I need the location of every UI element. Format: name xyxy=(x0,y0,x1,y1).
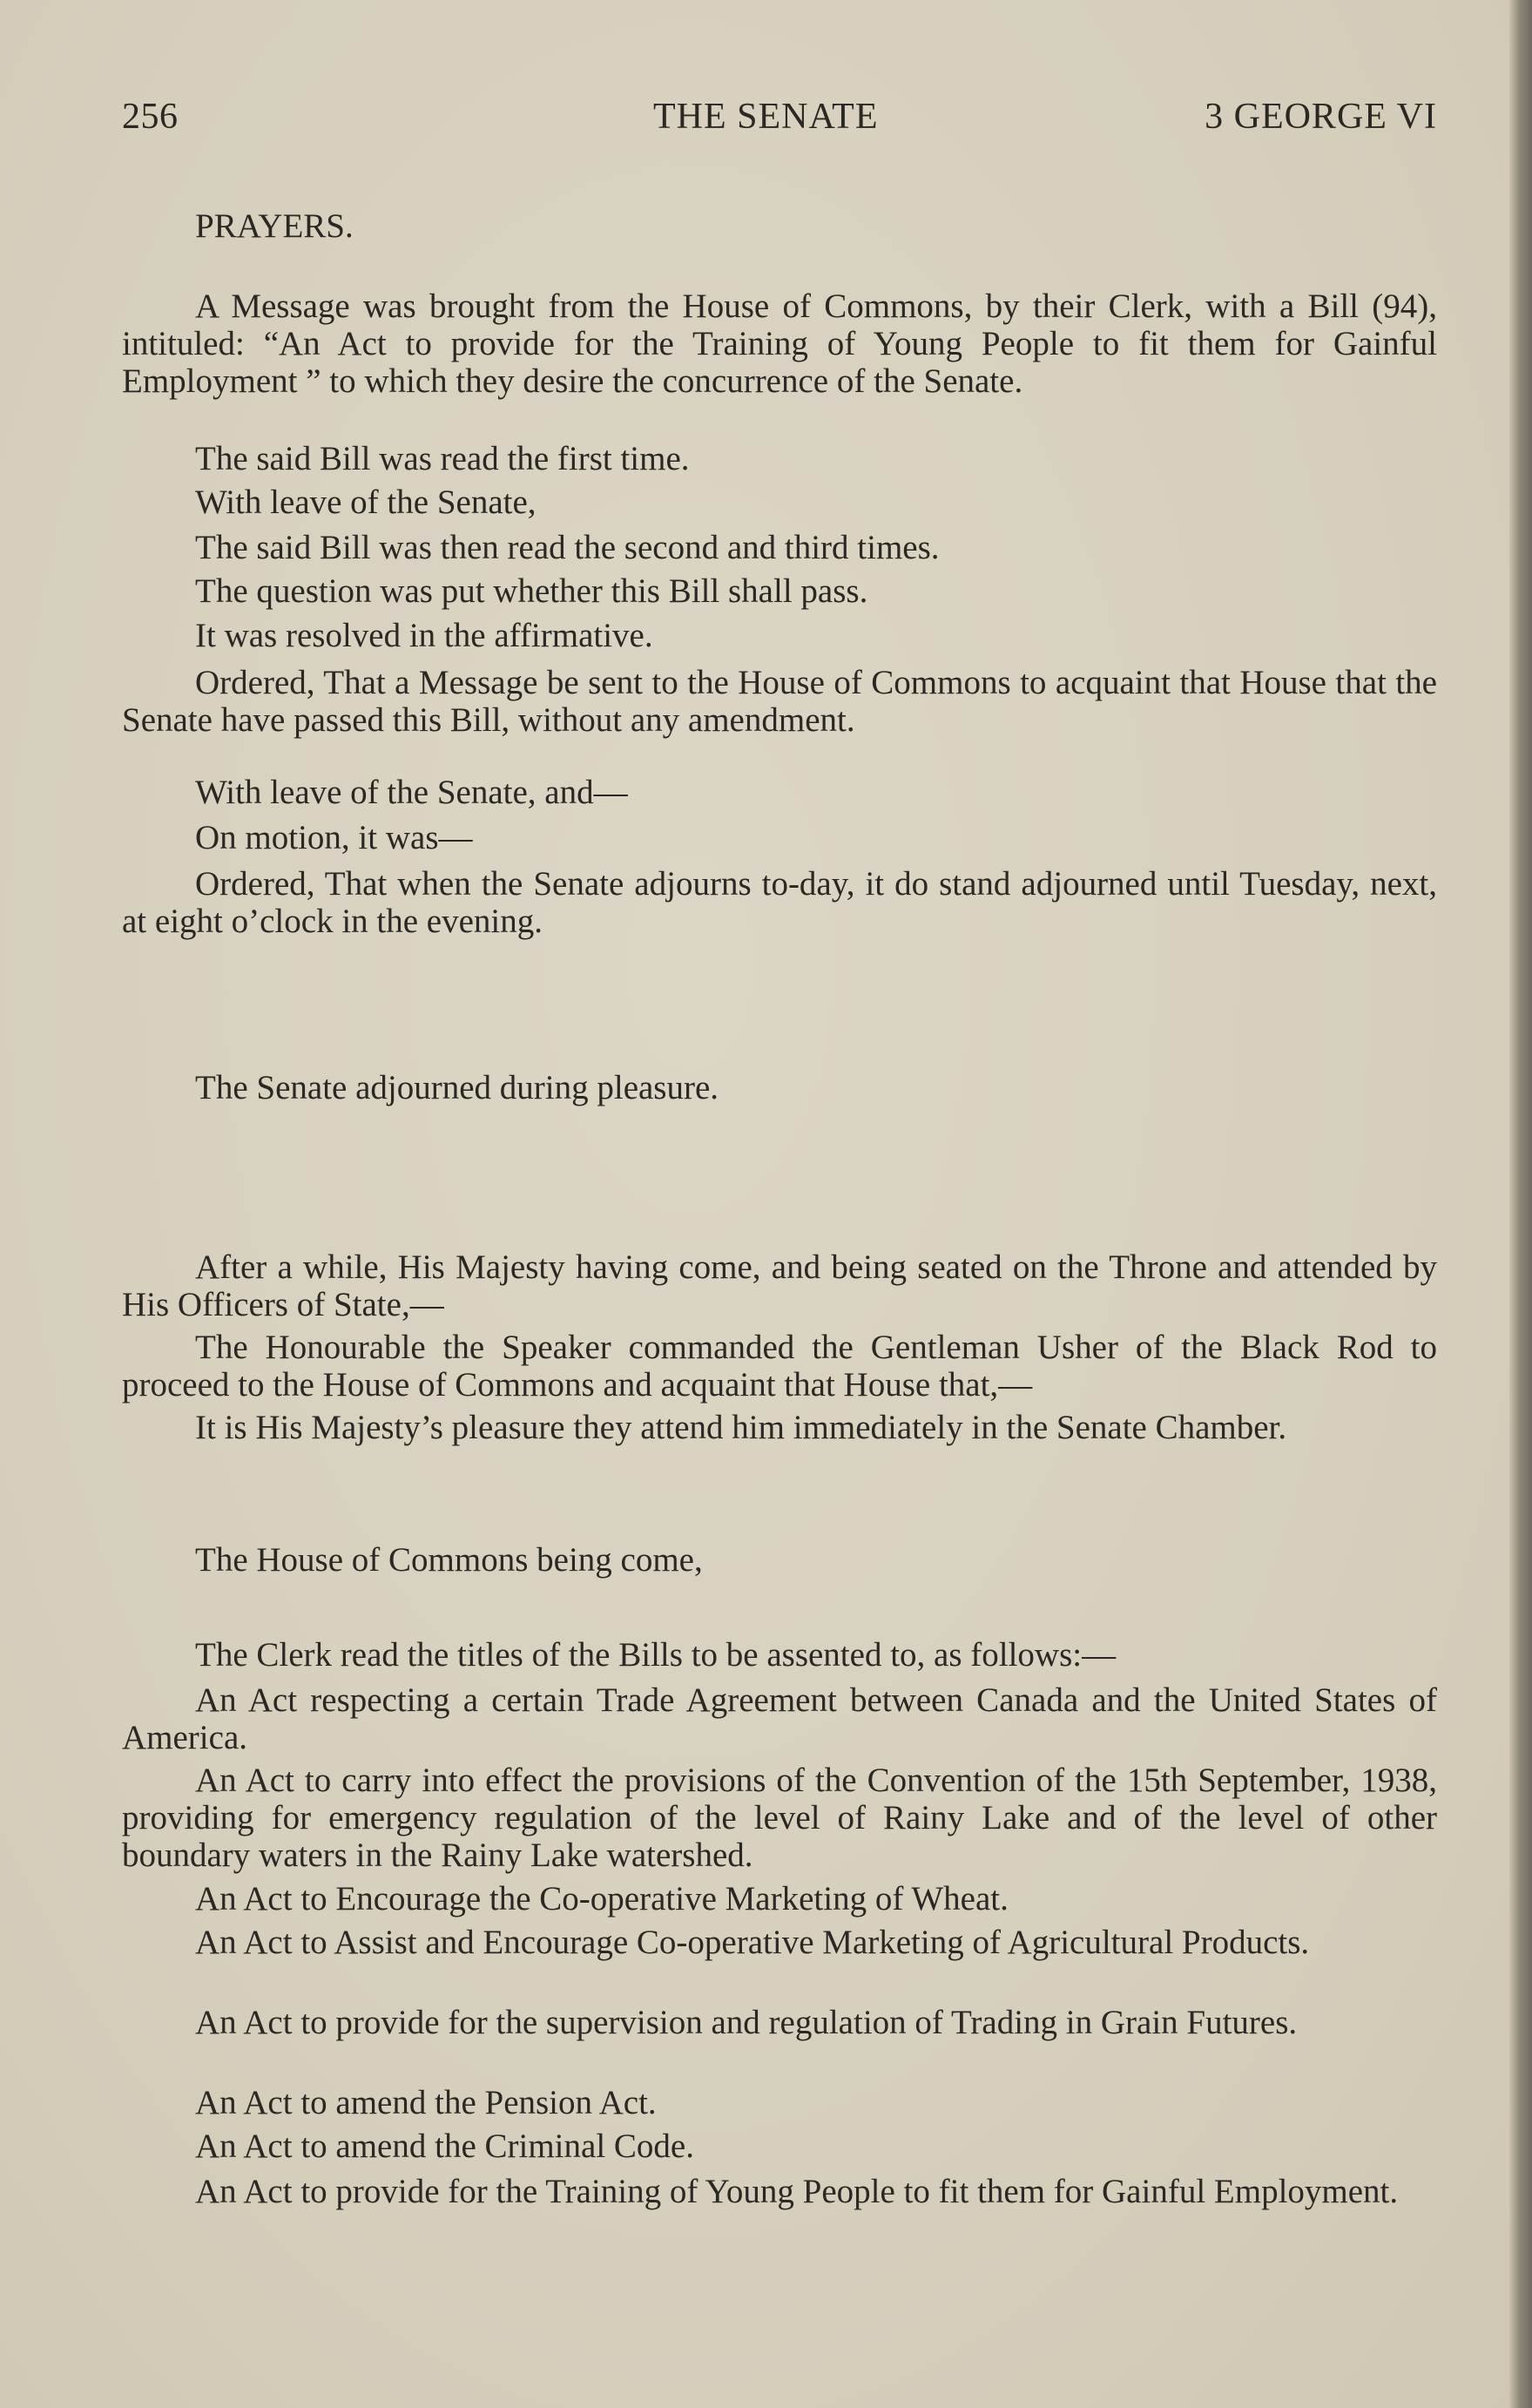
on-motion: On motion, it was— xyxy=(195,819,473,856)
ordered-message: Ordered, That a Message be sent to the House of Commons to acquaint that House that the Senate have passed this Bill, without any amendment. xyxy=(122,664,1437,739)
header-session: 3 GEORGE VI xyxy=(1205,97,1437,137)
bill-item: An Act to provide for the supervision and regulation of Trading in Grain Futures. xyxy=(195,2004,1298,2041)
header-title: THE SENATE xyxy=(653,97,879,137)
prayers-heading: PRAYERS. xyxy=(195,207,354,245)
running-header xyxy=(122,96,1437,148)
ordered-adjourn: Ordered, That when the Senate adjourns to-day, it do stand adjourned until Tuesday, next, at eight o’clock in the evening. xyxy=(122,865,1437,940)
first-reading: The said Bill was read the first time. xyxy=(195,440,690,477)
leave-of-senate: With leave of the Senate, xyxy=(195,484,537,521)
bill-item: An Act to provide for the Training of Young People to fit them for Gainful Employment. xyxy=(195,2173,1399,2210)
resolved-affirmative: It was resolved in the affirmative. xyxy=(195,617,653,654)
leave-and: With leave of the Senate, and— xyxy=(195,774,628,811)
message-paragraph: A Message was brought from the House of Commons, by their Clerk, with a Bill (94), intituled: “An Act to provide for the Training of Young People to fit them for Gainful Employment ” to which they desire the concurrence of the Senate. xyxy=(122,287,1437,400)
bill-item: An Act to amend the Pension Act. xyxy=(195,2084,657,2121)
page-number: 256 xyxy=(122,97,179,137)
majesty-pleasure: It is His Majesty’s pleasure they attend him immediately in the Senate Chamber. xyxy=(195,1409,1287,1446)
speaker-command: The Honourable the Speaker commanded the Gentleman Usher of the Black Rod to proceed to the House of Commons and acquaint that House that,— xyxy=(122,1329,1437,1404)
majesty-arrival: After a while, His Majesty having come, and being seated on the Throne and attended by His Officers of State,— xyxy=(122,1248,1437,1323)
commons-come: The House of Commons being come, xyxy=(195,1541,703,1579)
bill-item: An Act to amend the Criminal Code. xyxy=(195,2127,694,2165)
question-put: The question was put whether this Bill shall pass. xyxy=(195,572,868,610)
page-edge xyxy=(1509,0,1532,2408)
second-third-reading: The said Bill was then read the second and third times. xyxy=(195,529,940,566)
clerk-read-titles: The Clerk read the titles of the Bills to be assented to, as follows:— xyxy=(195,1636,1117,1674)
bill-item: An Act to carry into effect the provisions of the Convention of the 15th September, 1938, providing for emergency regulation of the level of Rainy Lake and of the level of other boundary waters in the Rainy Lake watershed. xyxy=(122,1762,1437,1874)
bill-item: An Act to Assist and Encourage Co-operative Marketing of Agricultural Products. xyxy=(195,1924,1310,1961)
bill-item: An Act to Encourage the Co-operative Marketing of Wheat. xyxy=(195,1880,1009,1918)
bill-item: An Act respecting a certain Trade Agreement between Canada and the United States of America. xyxy=(122,1681,1437,1756)
adjourned-during-pleasure: The Senate adjourned during pleasure. xyxy=(195,1069,719,1106)
